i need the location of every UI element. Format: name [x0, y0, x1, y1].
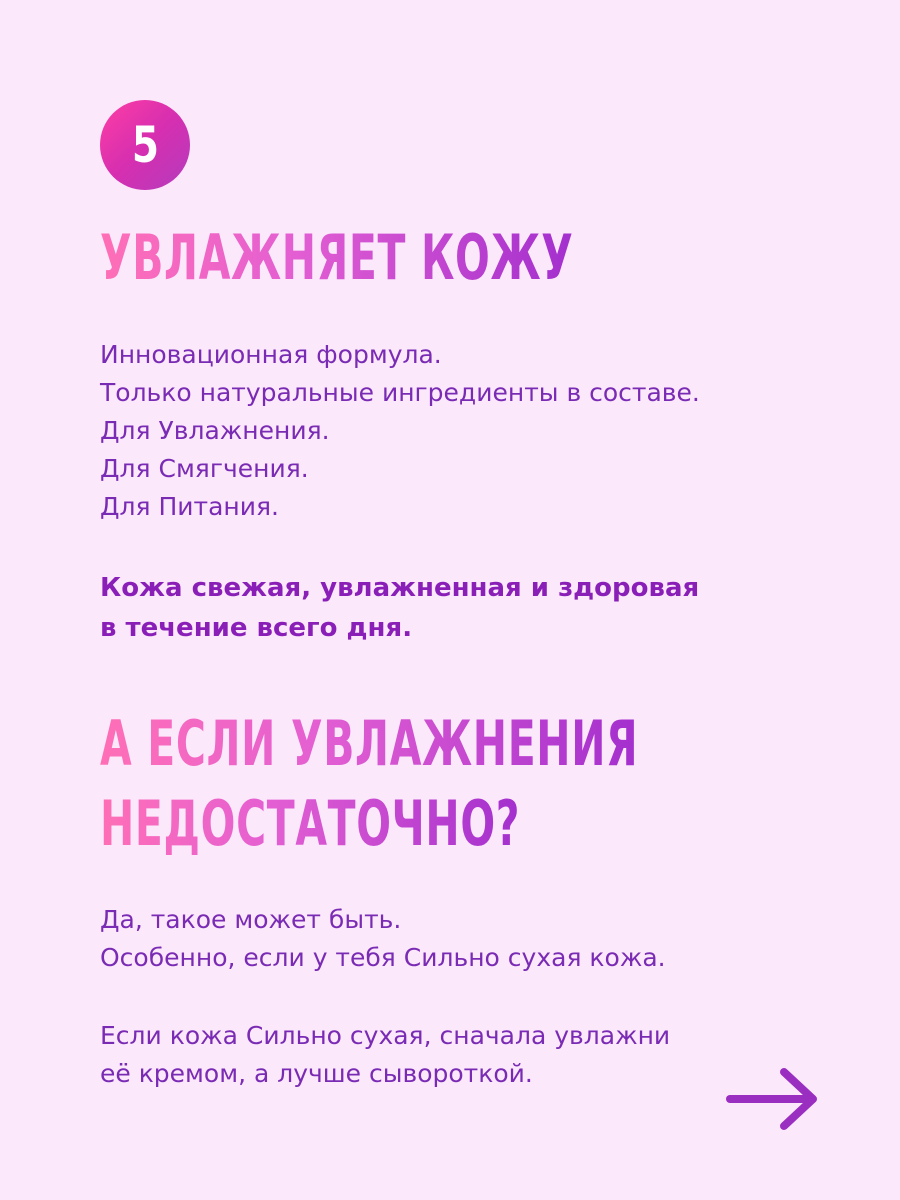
feature-line: Для Питания. [100, 492, 280, 521]
feature-line: Для Увлажнения. [100, 416, 330, 445]
feature-line: Инновационная формула. [100, 340, 442, 369]
advice-text [100, 1017, 670, 1093]
feature-list [100, 336, 700, 526]
arrow-right-icon[interactable] [722, 1066, 822, 1132]
answer-line: Да, такое может быть. [100, 905, 402, 934]
arrow-right-icon-graphic [722, 1066, 822, 1132]
section-headline-question-line-1: А ЕСЛИ УВЛАЖНЕНИЯ [100, 704, 638, 784]
step-number: 5 [131, 116, 159, 174]
section-headline-moisturizes: УВЛАЖНЯЕТ КОЖУ [100, 218, 573, 298]
emphasis-line: Кожа свежая, увлажненная и здоровая [100, 573, 700, 603]
section-headline-question-line-2: НЕДОСТАТОЧНО? [100, 784, 520, 864]
feature-line: Для Смягчения. [100, 454, 309, 483]
emphasis-text [100, 568, 699, 648]
answer-line: Особенно, если у тебя Сильно сухая кожа. [100, 943, 666, 972]
emphasis-line: в течение всего дня. [100, 613, 413, 643]
advice-line: её кремом, а лучше сывороткой. [100, 1059, 533, 1088]
advice-line: Если кожа Сильно сухая, сначала увлажни [100, 1021, 671, 1050]
step-number-badge [100, 100, 190, 190]
answer-text [100, 901, 666, 977]
feature-line: Только натуральные ингредиенты в составе. [100, 378, 700, 407]
